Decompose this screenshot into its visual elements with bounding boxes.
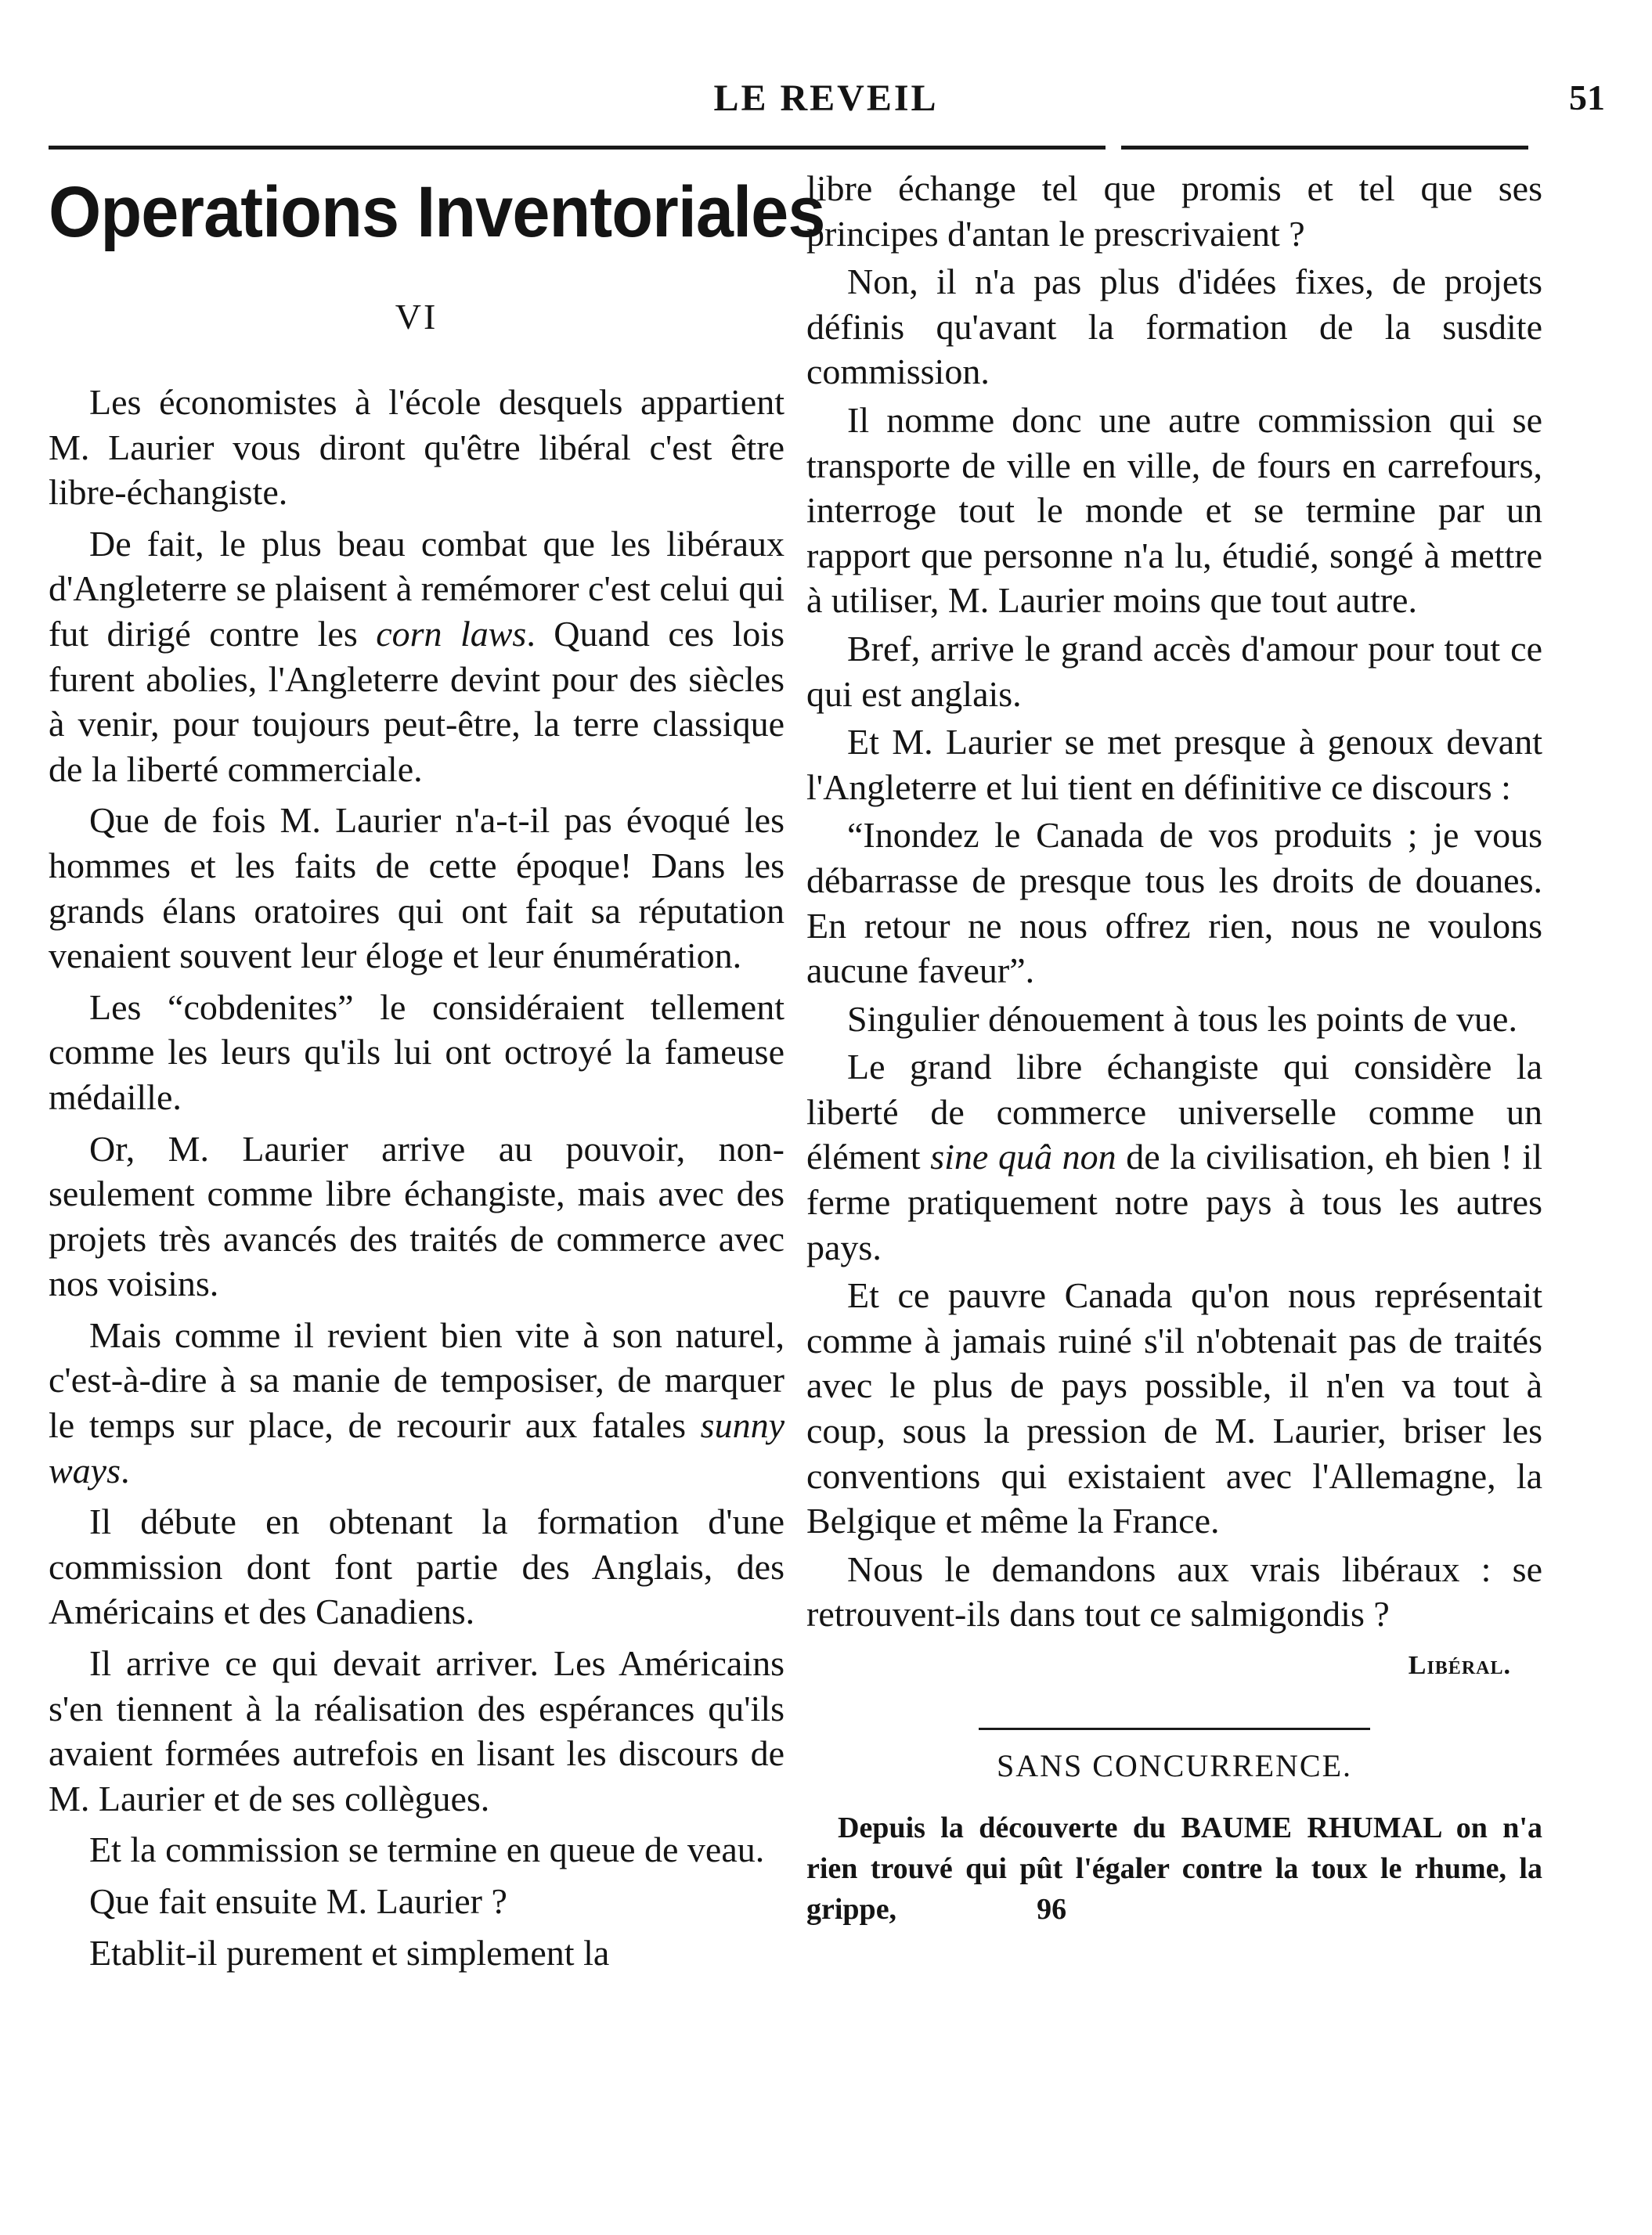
section-numeral: VI — [395, 297, 438, 337]
advertisement-title: SANS CONCURRENCE. — [996, 1748, 1353, 1783]
article-title: Operations Inventoriales — [49, 172, 825, 252]
italic-phrase: sunny ways — [49, 1405, 785, 1491]
paragraph: Et M. Laurier se met presque à genoux devant l'Angleterre et lui tient en définitive ce discours : — [806, 722, 1542, 807]
paragraph: Le grand libre échangiste qui considère la liberté de commerce universelle comme un élément sine quâ non de la civilisation, eh bien ! il ferme pratiquement notre pays à tous les autres pays. — [806, 1047, 1542, 1267]
paragraph: De fait, le plus beau combat que les libéraux d'Angleterre se plaisent à remémorer c'est celui qui fut dirigé contre les corn laws. Quand ces lois furent abolies, l'Angleterre devint pour des siècles à venir, pour toujours peut-être, la terre classique de la liberté commerciale. — [49, 523, 785, 789]
advertisement-text — [806, 1808, 1542, 1930]
article-signature: Libéral. — [1408, 1651, 1511, 1680]
paragraph: Singulier dénouement à tous les points de vue. — [847, 998, 1517, 1039]
paragraph: Les “cobdenites” le considéraient tellement comme les leurs qu'ils lui ont octroyé la fameuse médaille. — [49, 986, 785, 1117]
paragraph: “Inondez le Canada de vos produits ; je vous débarrasse de presque tous les droits de douanes. En retour ne nous offrez rien, nous ne voulons aucune faveur”. — [806, 815, 1542, 991]
paragraph: Nous le demandons aux vrais libéraux : se retrouvent-ils dans tout ce salmigondis ? — [806, 1548, 1542, 1635]
paragraph: Mais comme il revient bien vite à son naturel, c'est-à-dire à sa manie de temposiser, de marquer le temps sur place, de recourir aux fatales sunny ways. — [49, 1314, 785, 1491]
paragraph: Etablit-il purement et simplement la — [89, 1932, 610, 1973]
paragraph-continued: libre échange tel que promis et tel que ses principes d'antan le prescrivaient ? — [806, 168, 1542, 254]
paragraph: Que fait ensuite M. Laurier ? — [89, 1881, 507, 1921]
right-column — [806, 166, 1542, 1930]
paragraph: Et ce pauvre Canada qu'on nous représentait comme à jamais ruiné s'il n'obtenait pas de traités avec le plus de pays possible, il n'en va tout à coup, sous la pression de M. Laurier, briser les conventions qui existaient avec l'Allemagne, la Belgique et même la France. — [806, 1275, 1542, 1541]
paragraph: Les économistes à l'école desquels appartient M. Laurier vous diront qu'être libéral c'est être libre-échangiste. — [49, 382, 785, 513]
paragraph: Il nomme donc une autre commission qui se transporte de ville en ville, de fours en carrefours, interroge tout le monde et se termine par un rapport que personne n'a lu, étudié, songé à mettre à utiliser, M. Laurier moins que tout autre. — [806, 399, 1542, 621]
running-head — [0, 70, 1652, 133]
advertisement-body: Depuis la découverte du BAUME RHUMAL on n'a rien trouvé qui pût l'égaler contre la toux le rhume, la grippe, — [806, 1811, 1542, 1926]
paragraph: Or, M. Laurier arrive au pouvoir, non-seulement comme libre échangiste, mais avec des projets très avancés des traités de commerce avec nos voisins. — [49, 1128, 785, 1304]
header-rule-left — [49, 146, 1106, 150]
paragraph: Que de fois M. Laurier n'a-t-il pas évoqué les hommes et les faits de cette époque! Dans les grands élans oratoires qui ont fait sa réputation venaient souvent leur éloge et leur énumération. — [49, 800, 785, 976]
italic-phrase: sine quâ non — [930, 1137, 1116, 1177]
left-column — [49, 166, 825, 1981]
paragraph: Et la commission se termine en queue de veau. — [89, 1829, 765, 1870]
journal-title: LE REVEIL — [713, 78, 939, 119]
header-rule-right — [1121, 146, 1528, 150]
italic-phrase: corn laws — [376, 613, 527, 654]
advertisement-number: 96 — [1037, 1893, 1067, 1926]
paragraph: Il arrive ce qui devait arriver. Les Américains s'en tiennent à la réalisation des espérances qu'ils avaient formées autrefois en lisant les discours de M. Laurier et de ses collègues. — [49, 1643, 785, 1819]
page-number: 51 — [1569, 78, 1605, 117]
advertisement-rule — [979, 1728, 1370, 1730]
paragraph: Non, il n'a pas plus d'idées fixes, de projets définis qu'avant la formation de la susdite commission. — [806, 261, 1542, 392]
paragraph: Il débute en obtenant la formation d'une commission dont font partie des Anglais, des Américains et des Canadiens. — [49, 1501, 785, 1632]
paragraph: Bref, arrive le grand accès d'amour pour tout ce qui est anglais. — [806, 628, 1542, 714]
